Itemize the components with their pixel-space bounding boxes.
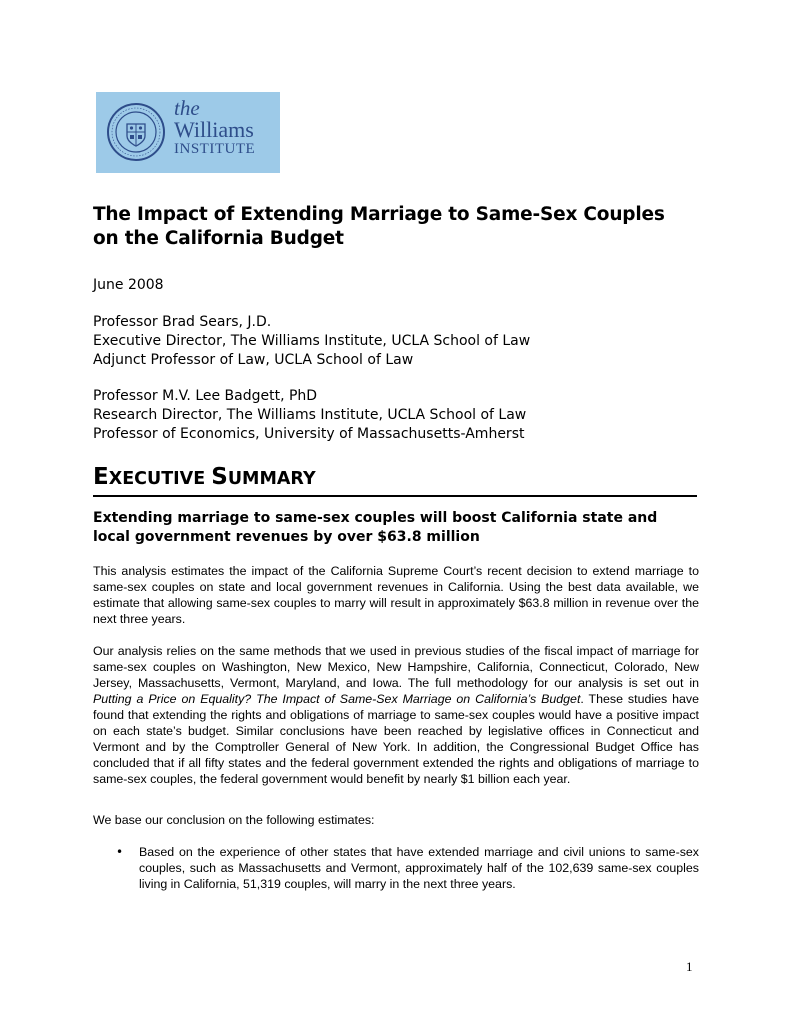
list-item-text: Based on the experience of other states that have extended marriage and civil unions to same-sex couples, such as Massachusetts and Vermont, approximately half of the 102,639 same-sex couples living in California, 51,319 couples, will marry in the next three years. [139,845,699,891]
williams-institute-logo [96,92,280,173]
paragraph-estimates-intro: We base our conclusion on the following estimates: [93,813,375,827]
summary-subheading: Extending marriage to same-sex couples will boost California state and local government revenues by over $63.8 million [93,510,658,545]
logo-williams: Williams [174,117,254,142]
author-name: Professor Brad Sears, J.D. [93,314,272,330]
bullet-icon: • [116,845,124,859]
publication-date: June 2008 [93,277,164,293]
author-block [93,387,526,444]
paragraph-methods [93,643,699,787]
author-role: Executive Director, The Williams Institute, UCLA School of Law [93,333,531,349]
author-role: Professor of Economics, University of Massachusetts-Amherst [93,426,525,442]
cited-report-title: Putting a Price on Equality? The Impact of Same-Sex Marriage on California’s Budget [93,692,581,706]
heading-initial-s: S [211,464,228,490]
logo-institute: INSTITUTE [174,141,256,157]
logo-the: the [174,96,200,120]
author-name: Professor M.V. Lee Badgett, PhD [93,388,318,404]
page-number: 1 [686,959,693,974]
title-line-1: The Impact of Extending Marriage to Same-Sex Couples [93,204,665,225]
paragraph-intro: This analysis estimates the impact of the California Supreme Court’s recent decision to extend marriage to same-sex couples on state and local government revenues in California. Using the best data available, we estimate that allowing same-sex couples to marry will result in approximately $63.8 million in revenue over the next three years. [93,564,699,626]
author-block [93,313,530,370]
section-heading-executive-summary [93,463,697,497]
title-line-2: on the California Budget [93,228,344,249]
paragraph-methods-text: Our analysis relies on the same methods that we used in previous studies of the fiscal impact of marriage for same-sex couples on Washington, New Mexico, New Hampshire, California, Connecticut, Colorado, New Jersey, Massachusetts, Vermont, Maryland, and Iowa. The full methodology for our analysis is set out in [93,644,699,690]
university-seal-icon [106,102,166,162]
heading-rest-ummary: UMMARY [227,469,316,489]
author-role: Adjunct Professor of Law, UCLA School of Law [93,352,414,368]
author-role: Research Director, The Williams Institute, UCLA School of Law [93,407,527,423]
heading-initial-e: E [93,464,109,490]
document-title [93,203,713,251]
logo-wordmark [174,98,255,157]
paragraph-methods-text: . These studies have found that extending the rights and obligations of marriage to same-sex couples would have a positive impact on each state’s budget. Similar conclusions have been reached by legislative offices in Connecticut and Vermont and by the Comptroller General of New York. In addition, the Congressional Budget Office has concluded that if all fifty states and the federal government extended the rights and obligations of marriage to same-sex couples, the federal government would benefit by nearly $1 billion each year. [93,692,699,786]
heading-rest-xecutive: XECUTIVE [108,469,212,489]
